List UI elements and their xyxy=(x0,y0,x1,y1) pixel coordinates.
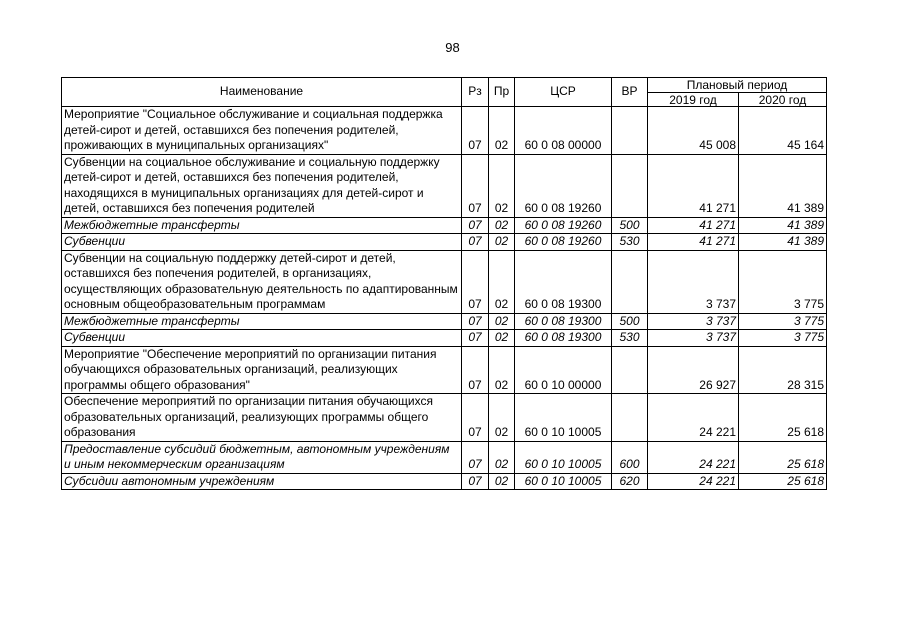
row-2019: 41 271 xyxy=(648,217,739,234)
table-row xyxy=(62,346,827,394)
row-2020: 25 618 xyxy=(739,394,827,442)
row-csr: 60 0 10 10005 xyxy=(515,394,612,442)
table-row xyxy=(62,473,827,490)
row-name: Межбюджетные трансферты xyxy=(62,217,462,234)
row-csr: 60 0 10 00000 xyxy=(515,346,612,394)
row-csr: 60 0 08 19300 xyxy=(515,330,612,347)
header-csr: ЦСР xyxy=(515,78,612,107)
row-pr: 02 xyxy=(489,234,515,251)
row-vr: 500 xyxy=(612,217,648,234)
row-name: Мероприятие "Обеспечение мероприятий по организации питания обучающихся образовательных организаций, реализующих программы общего образования" xyxy=(62,346,462,394)
row-rz: 07 xyxy=(462,154,489,217)
row-rz: 07 xyxy=(462,234,489,251)
table-row xyxy=(62,154,827,217)
row-pr: 02 xyxy=(489,217,515,234)
row-pr: 02 xyxy=(489,330,515,347)
row-2020: 41 389 xyxy=(739,234,827,251)
row-2020: 45 164 xyxy=(739,107,827,155)
row-2020: 25 618 xyxy=(739,441,827,473)
row-pr: 02 xyxy=(489,394,515,442)
row-csr: 60 0 08 19300 xyxy=(515,313,612,330)
row-2020: 3 775 xyxy=(739,313,827,330)
row-name: Субвенции на социальную поддержку детей-сирот и детей, оставшихся без попечения родителей, в организациях, осуществляющих образовательную деятельность по адаптированным основным общеобразовательным программам xyxy=(62,250,462,313)
page-number: 98 xyxy=(445,40,460,55)
header-rz: Рз xyxy=(462,78,489,107)
row-2019: 3 737 xyxy=(648,250,739,313)
header-pr: Пр xyxy=(489,78,515,107)
row-rz: 07 xyxy=(462,330,489,347)
row-2020: 41 389 xyxy=(739,217,827,234)
row-rz: 07 xyxy=(462,441,489,473)
row-2019: 24 221 xyxy=(648,441,739,473)
row-2019: 24 221 xyxy=(648,394,739,442)
row-2019: 26 927 xyxy=(648,346,739,394)
row-vr: 500 xyxy=(612,313,648,330)
row-vr: 530 xyxy=(612,330,648,347)
row-name: Субвенции xyxy=(62,234,462,251)
header-year-2019: 2019 год xyxy=(648,93,739,107)
row-csr: 60 0 08 19260 xyxy=(515,217,612,234)
row-csr: 60 0 10 10005 xyxy=(515,441,612,473)
table-row xyxy=(62,330,827,347)
row-2019: 3 737 xyxy=(648,330,739,347)
row-2020: 28 315 xyxy=(739,346,827,394)
row-2020: 3 775 xyxy=(739,330,827,347)
row-csr: 60 0 08 19260 xyxy=(515,234,612,251)
row-2020: 41 389 xyxy=(739,154,827,217)
table-row xyxy=(62,250,827,313)
row-2019: 45 008 xyxy=(648,107,739,155)
row-name: Предоставление субсидий бюджетным, автономным учреждениям и иным некоммерческим организациям xyxy=(62,441,462,473)
row-2020: 3 775 xyxy=(739,250,827,313)
row-name: Субвенции xyxy=(62,330,462,347)
row-name: Межбюджетные трансферты xyxy=(62,313,462,330)
row-pr: 02 xyxy=(489,250,515,313)
row-name: Субвенции на социальное обслуживание и социальную поддержку детей-сирот и детей, оставшихся без попечения родителей, находящихся в муниципальных организациях для детей-сирот и детей, оставшихся без попечения родителей xyxy=(62,154,462,217)
row-vr: 620 xyxy=(612,473,648,490)
header-vr: ВР xyxy=(612,78,648,107)
row-pr: 02 xyxy=(489,107,515,155)
row-rz: 07 xyxy=(462,346,489,394)
budget-table xyxy=(61,77,827,490)
row-2019: 41 271 xyxy=(648,234,739,251)
row-rz: 07 xyxy=(462,473,489,490)
row-pr: 02 xyxy=(489,346,515,394)
row-pr: 02 xyxy=(489,473,515,490)
table-row xyxy=(62,441,827,473)
row-2020: 25 618 xyxy=(739,473,827,490)
row-2019: 24 221 xyxy=(648,473,739,490)
table-row xyxy=(62,217,827,234)
row-vr xyxy=(612,107,648,155)
row-2019: 41 271 xyxy=(648,154,739,217)
row-csr: 60 0 10 10005 xyxy=(515,473,612,490)
row-vr xyxy=(612,346,648,394)
header-planning-period: Плановый период xyxy=(648,78,827,93)
table-row xyxy=(62,394,827,442)
row-2019: 3 737 xyxy=(648,313,739,330)
row-csr: 60 0 08 00000 xyxy=(515,107,612,155)
row-rz: 07 xyxy=(462,313,489,330)
row-name: Мероприятие "Социальное обслуживание и социальная поддержка детей-сирот и детей, оставшихся без попечения родителей, проживающих в муниципальных организациях" xyxy=(62,107,462,155)
row-pr: 02 xyxy=(489,441,515,473)
row-name: Обеспечение мероприятий по организации питания обучающихся образовательных организаций, реализующих программы общего образования xyxy=(62,394,462,442)
table-row xyxy=(62,107,827,155)
row-csr: 60 0 08 19260 xyxy=(515,154,612,217)
header-name: Наименование xyxy=(62,78,462,107)
row-vr: 530 xyxy=(612,234,648,251)
row-rz: 07 xyxy=(462,217,489,234)
row-vr xyxy=(612,250,648,313)
row-csr: 60 0 08 19300 xyxy=(515,250,612,313)
row-vr xyxy=(612,154,648,217)
row-name: Субсидии автономным учреждениям xyxy=(62,473,462,490)
row-vr xyxy=(612,394,648,442)
row-rz: 07 xyxy=(462,394,489,442)
row-pr: 02 xyxy=(489,154,515,217)
row-vr: 600 xyxy=(612,441,648,473)
row-rz: 07 xyxy=(462,107,489,155)
row-rz: 07 xyxy=(462,250,489,313)
row-pr: 02 xyxy=(489,313,515,330)
table-row xyxy=(62,234,827,251)
table-row xyxy=(62,313,827,330)
header-year-2020: 2020 год xyxy=(739,93,827,107)
